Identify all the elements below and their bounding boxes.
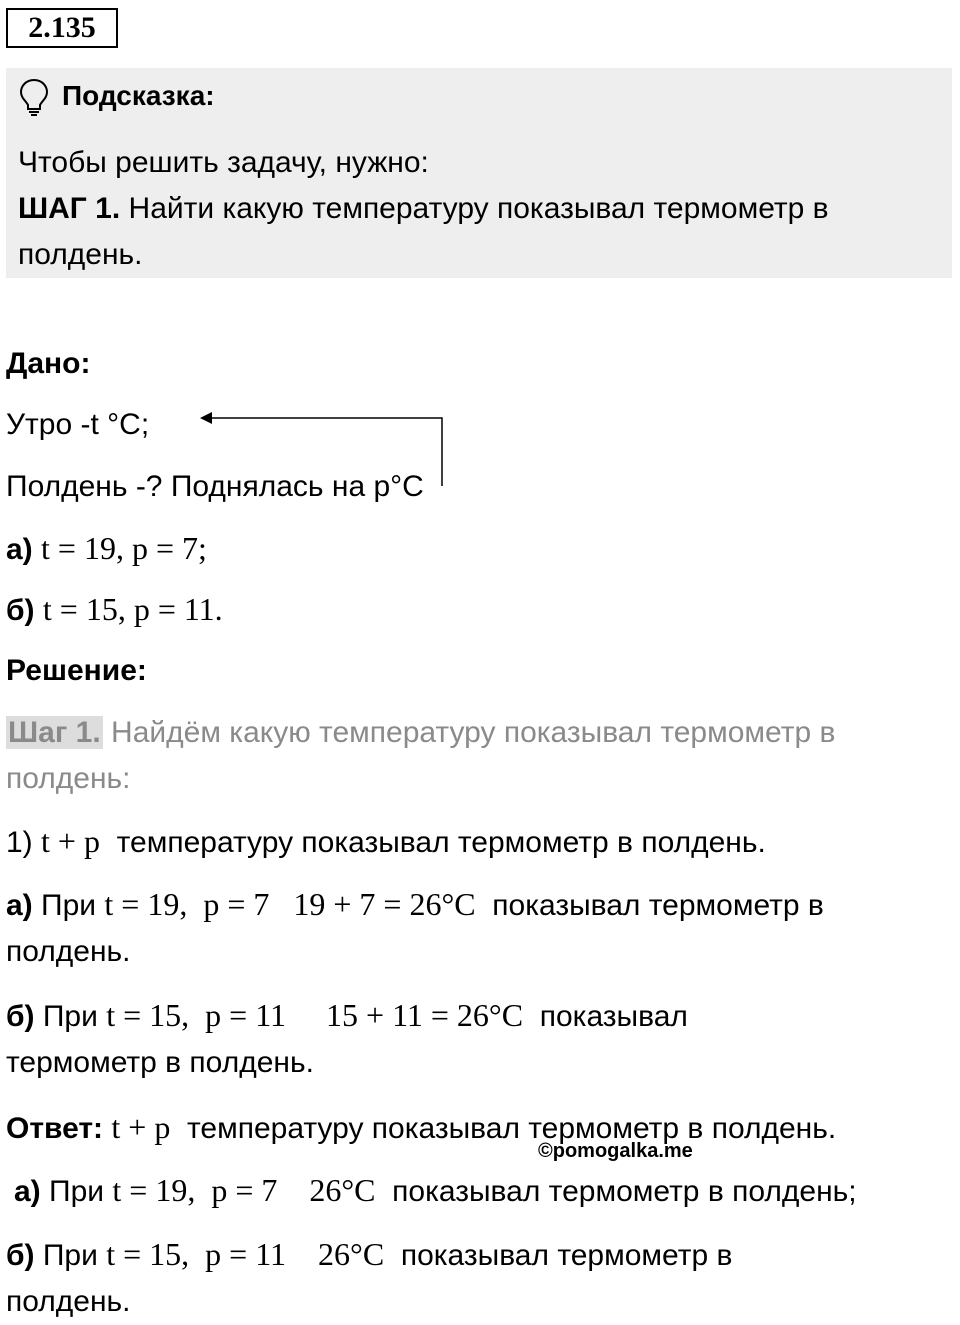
solution-step-text: Найдём какую температуру показывал термометр в — [102, 716, 836, 749]
answer-line — [6, 1104, 836, 1152]
answer-b-text-cont: полдень. — [6, 1285, 131, 1318]
lightbulb-icon — [18, 78, 50, 116]
solution-line-1 — [6, 818, 766, 866]
solution-line1-math: t + p — [41, 823, 100, 859]
solution-a-pri: При — [32, 889, 105, 922]
link-arrow — [196, 408, 448, 488]
solution-line1-text: температуру показывал термометр в полдень. — [116, 826, 766, 859]
problem-number: 2.135 — [6, 8, 118, 48]
given-a-label: а) — [6, 533, 33, 566]
answer-b-text: показывал термометр в — [400, 1239, 733, 1272]
answer-a-math: t = 19, p = 7 26°C — [112, 1172, 376, 1208]
solution-b-pri: При — [34, 1000, 107, 1033]
answer-label: Ответ: — [6, 1112, 104, 1145]
given-case-b — [6, 586, 223, 634]
hint-step-text: Найти какую температуру показывал термометр в — [120, 192, 829, 225]
solution-b-math: t = 15, p = 11 15 + 11 = 26°C — [106, 997, 524, 1033]
answer-text: температуру показывал термометр в полдень. — [187, 1112, 837, 1145]
solution-b-label: б) — [6, 1000, 35, 1033]
solution-a-math: t = 19, p = 7 19 + 7 = 26°C — [104, 886, 476, 922]
given-case-a — [6, 525, 207, 573]
solution-a-text-cont: полдень. — [6, 935, 131, 968]
solution-b-text-cont: термометр в полдень. — [6, 1046, 314, 1079]
solution-step-text-cont: полдень: — [6, 762, 131, 795]
solution-title: Решение: — [6, 654, 147, 687]
answer-case-b — [6, 1231, 732, 1279]
answer-b-math: t = 15, p = 11 26°C — [106, 1236, 385, 1272]
given-noon: Полдень -? Поднялась на p°C — [6, 470, 424, 503]
answer-a-text: показывал термометр в полдень; — [392, 1175, 857, 1208]
given-b-label: б) — [6, 594, 35, 627]
answer-a-label: а) — [14, 1175, 41, 1208]
answer-math: t + p — [111, 1109, 171, 1145]
solution-line1-prefix: 1) — [6, 826, 42, 859]
given-b-math: t = 15, p = 11. — [42, 591, 223, 627]
answer-case-a — [14, 1167, 857, 1215]
solution-a-text: показывал термометр в — [492, 889, 824, 922]
given-morning: Утро -t °C; — [6, 408, 150, 441]
watermark: ©pomogalka.me — [538, 1140, 693, 1162]
solution-b-text: показывал — [539, 1000, 688, 1033]
solution-a-label: а) — [6, 889, 33, 922]
hint-step-label: ШАГ 1. — [18, 192, 121, 225]
answer-b-pri: При — [34, 1239, 107, 1272]
solution-step-label: Шаг 1. — [8, 716, 101, 749]
hint-step-text-cont: полдень. — [18, 238, 143, 271]
hint-title: Подсказка: — [62, 80, 215, 111]
hint-step-line — [18, 186, 829, 232]
given-a-math: t = 19, p = 7; — [41, 530, 207, 566]
answer-a-pri: При — [40, 1175, 113, 1208]
solution-step-line — [6, 710, 835, 756]
hint-intro: Чтобы решить задачу, нужно: — [18, 146, 429, 179]
solution-case-b — [6, 992, 688, 1040]
answer-b-label: б) — [6, 1239, 35, 1272]
given-title: Дано: — [6, 347, 91, 380]
solution-case-a — [6, 881, 824, 929]
